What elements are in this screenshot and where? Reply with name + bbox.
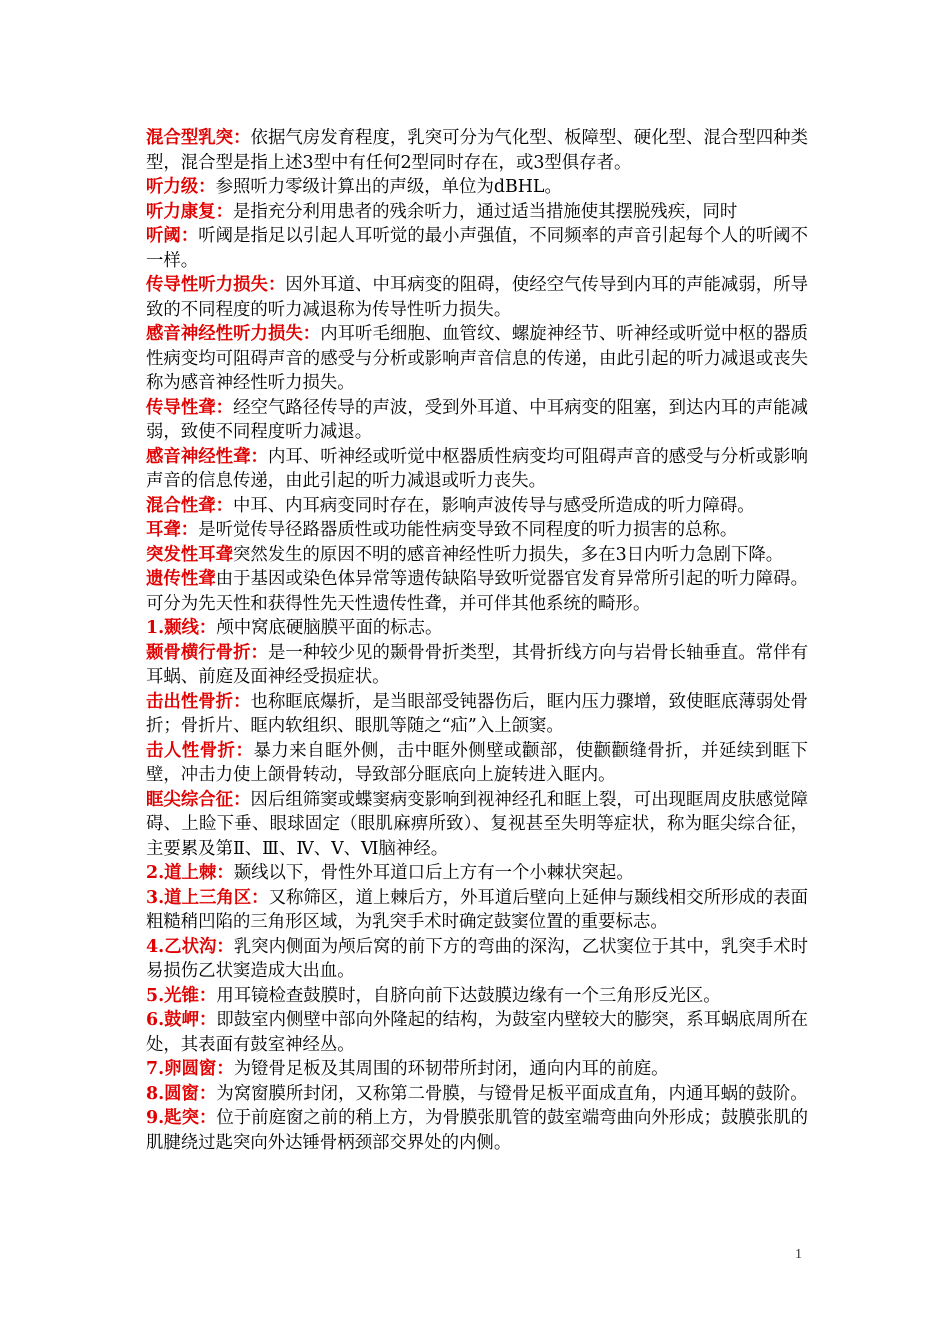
entry-definition: 乳突内侧面为颅后窝的前下方的弯曲的深沟，乙状窦位于其中，乳突手术时易损伤乙状窦造成大出血。 <box>146 936 808 981</box>
entry-definition: 听阈是指足以引起人耳听觉的最小声强值，不同频率的声音引起每个人的听阈不一样。 <box>146 226 808 271</box>
glossary-entry <box>146 518 808 543</box>
entry-term: 混合性聋： <box>146 495 233 516</box>
glossary-entry <box>146 224 808 273</box>
entry-definition: 用耳镜检查鼓膜时，自脐向前下达鼓膜边缘有一个三角形反光区。 <box>216 985 721 1006</box>
entry-definition: 颞线以下，骨性外耳道口后上方有一个小棘状突起。 <box>233 863 634 883</box>
glossary-entry <box>146 543 808 568</box>
glossary-entry <box>146 984 808 1009</box>
entry-definition: 因外耳道、中耳病变的阻碍，使经空气传导到内耳的声能减弱，所导致的不同程度的听力减退称为传导性听力损失。 <box>146 275 808 320</box>
entry-definition: 暴力来自眶外侧，击中眶外侧壁或颧部，使颧颧缝骨折，并延续到眶下壁，冲击力使上颌骨转动，导致部分眶底向上旋转进入眶内。 <box>146 740 808 785</box>
glossary-entry <box>146 861 808 886</box>
entry-definition: 突然发生的原因不明的感音神经性听力损失，多在3日内听力急剧下降。 <box>232 544 784 565</box>
entry-term: 2.道上棘： <box>146 863 234 883</box>
page-number: 1 <box>795 1247 802 1262</box>
entry-definition: 为窝窗膜所封闭，又称第二骨膜，与镫骨足板平面成直角，内通耳蜗的鼓阶。 <box>216 1083 808 1104</box>
entry-definition: 颅中窝底硬脑膜平面的标志。 <box>216 618 443 638</box>
entry-definition: 经空气路径传导的声波，受到外耳道、中耳病变的阻塞，到达内耳的声能减弱，致使不同程度听力减退。 <box>146 397 808 442</box>
entry-term: 击出性骨折： <box>146 691 251 712</box>
entry-definition: 是一种较少见的颞骨骨折类型，其骨折线方向与岩骨长轴垂直。常伴有耳蜗、前庭及面神经受损症状。 <box>146 642 808 687</box>
glossary-entry <box>146 273 808 322</box>
entry-definition: 参照听力零级计算出的声级，单位为dBHL。 <box>215 177 562 197</box>
entry-term: 听力康复： <box>146 201 233 222</box>
glossary-entry <box>146 494 808 519</box>
glossary-content <box>146 126 808 1155</box>
entry-term: 听力级： <box>146 177 216 197</box>
entry-term: 感音神经性听力损失： <box>146 324 321 344</box>
entry-term: 混合型乳突： <box>146 128 251 148</box>
glossary-entry <box>146 1106 808 1155</box>
entry-definition: 位于前庭窗之前的稍上方，为骨膜张肌管的鼓室端弯曲向外形成；鼓膜张肌的肌腱绕过匙突向外达锤骨柄颈部交界处的内侧。 <box>146 1108 808 1153</box>
entry-definition: 中耳、内耳病变同时存在，影响声波传导与感受所造成的听力障碍。 <box>232 495 755 516</box>
glossary-entry <box>146 1057 808 1082</box>
entry-definition: 由于基因或染色体异常等遗传缺陷导致听觉器官发育异常所引起的听力障碍。可分为先天性和获得性先天性遗传性聋，并可伴其他系统的畸形。 <box>146 569 808 614</box>
entry-term: 传导性听力损失： <box>146 275 286 295</box>
glossary-entry <box>146 322 808 396</box>
glossary-entry <box>146 690 808 739</box>
glossary-entry <box>146 1082 808 1107</box>
glossary-entry <box>146 641 808 690</box>
glossary-entry <box>146 935 808 984</box>
entry-term: 传导性聋： <box>146 397 234 418</box>
glossary-entry <box>146 788 808 862</box>
entry-term: 9.匙突： <box>146 1108 217 1128</box>
glossary-entry <box>146 200 808 225</box>
entry-term: 眶尖综合征： <box>146 789 251 810</box>
entry-definition: 又称筛区，道上棘后方，外耳道后壁向上延伸与颞线相交所形成的表面粗糙稍凹陷的三角形区域，为乳突手术时确定鼓窦位置的重要标志。 <box>146 887 808 932</box>
entry-term: 7.卵圆窗： <box>146 1059 234 1079</box>
entry-term: 8.圆窗： <box>146 1083 217 1104</box>
entry-term: 颞骨横行骨折： <box>146 642 268 663</box>
entry-term: 耳聋： <box>146 520 199 540</box>
entry-term: 6.鼓岬： <box>146 1010 217 1030</box>
entry-definition: 是指充分利用患者的残余听力，通过适当措施使其摆脱残疾，同时 <box>232 201 738 222</box>
glossary-entry <box>146 445 808 494</box>
entry-definition: 内耳、听神经或听觉中枢器质性病变均可阻碍声音的感受与分析或影响声音的信息传递，由此引起的听力减退或听力丧失。 <box>146 446 808 491</box>
entry-term: 击人性骨折： <box>146 740 254 761</box>
glossary-entry <box>146 126 808 175</box>
entry-definition: 因后组筛窦或蝶窦病变影响到视神经孔和眶上裂，可出现眶周皮肤感觉障碍、上睑下垂、眼球固定（眼肌麻痹所致）、复视甚至失明等症状，称为眶尖综合征，主要累及第Ⅱ、Ⅲ、Ⅳ、Ⅴ、Ⅵ脑神经。 <box>146 789 808 859</box>
entry-term: 听阈： <box>146 226 199 246</box>
glossary-entry <box>146 886 808 935</box>
entry-term: 遗传性聋 <box>146 569 216 589</box>
glossary-entry <box>146 1008 808 1057</box>
entry-term: 突发性耳聋 <box>146 544 233 565</box>
entry-definition: 内耳听毛细胞、血管纹、螺旋神经节、听神经或听觉中枢的器质性病变均可阻碍声音的感受与分析或影响声音信息的传递，由此引起的听力减退或丧失称为感音神经性听力损失。 <box>146 324 808 393</box>
entry-definition: 为镫骨足板及其周围的环韧带所封闭，通向内耳的前庭。 <box>233 1059 669 1079</box>
entry-term: 1.颞线： <box>146 618 217 638</box>
entry-term: 4.乙状沟： <box>146 936 234 957</box>
entry-definition: 依据气房发育程度，乳突可分为气化型、板障型、硬化型、混合型四种类型，混合型是指上述3型中有任何2型同时存在，或3型俱存者。 <box>146 128 808 173</box>
entry-term: 感音神经性聋： <box>146 446 268 467</box>
glossary-entry <box>146 616 808 641</box>
glossary-entry <box>146 396 808 445</box>
entry-definition: 也称眶底爆折，是当眼部受钝器伤后，眶内压力骤增，致使眶底薄弱处骨折；骨折片、眶内软组织、眼肌等随之“疝”入上颌窦。 <box>146 691 808 736</box>
glossary-entry <box>146 739 808 788</box>
entry-definition: 是听觉传导径路器质性或功能性病变导致不同程度的听力损害的总称。 <box>198 520 738 540</box>
entry-term: 5.光锥： <box>146 985 217 1006</box>
entry-term: 3.道上三角区： <box>146 887 269 908</box>
entry-definition: 即鼓室内侧壁中部向外隆起的结构，为鼓室内壁较大的膨突，系耳蜗底周所在处，其表面有鼓室神经丛。 <box>146 1010 808 1055</box>
glossary-entry <box>146 567 808 616</box>
glossary-entry <box>146 175 808 200</box>
